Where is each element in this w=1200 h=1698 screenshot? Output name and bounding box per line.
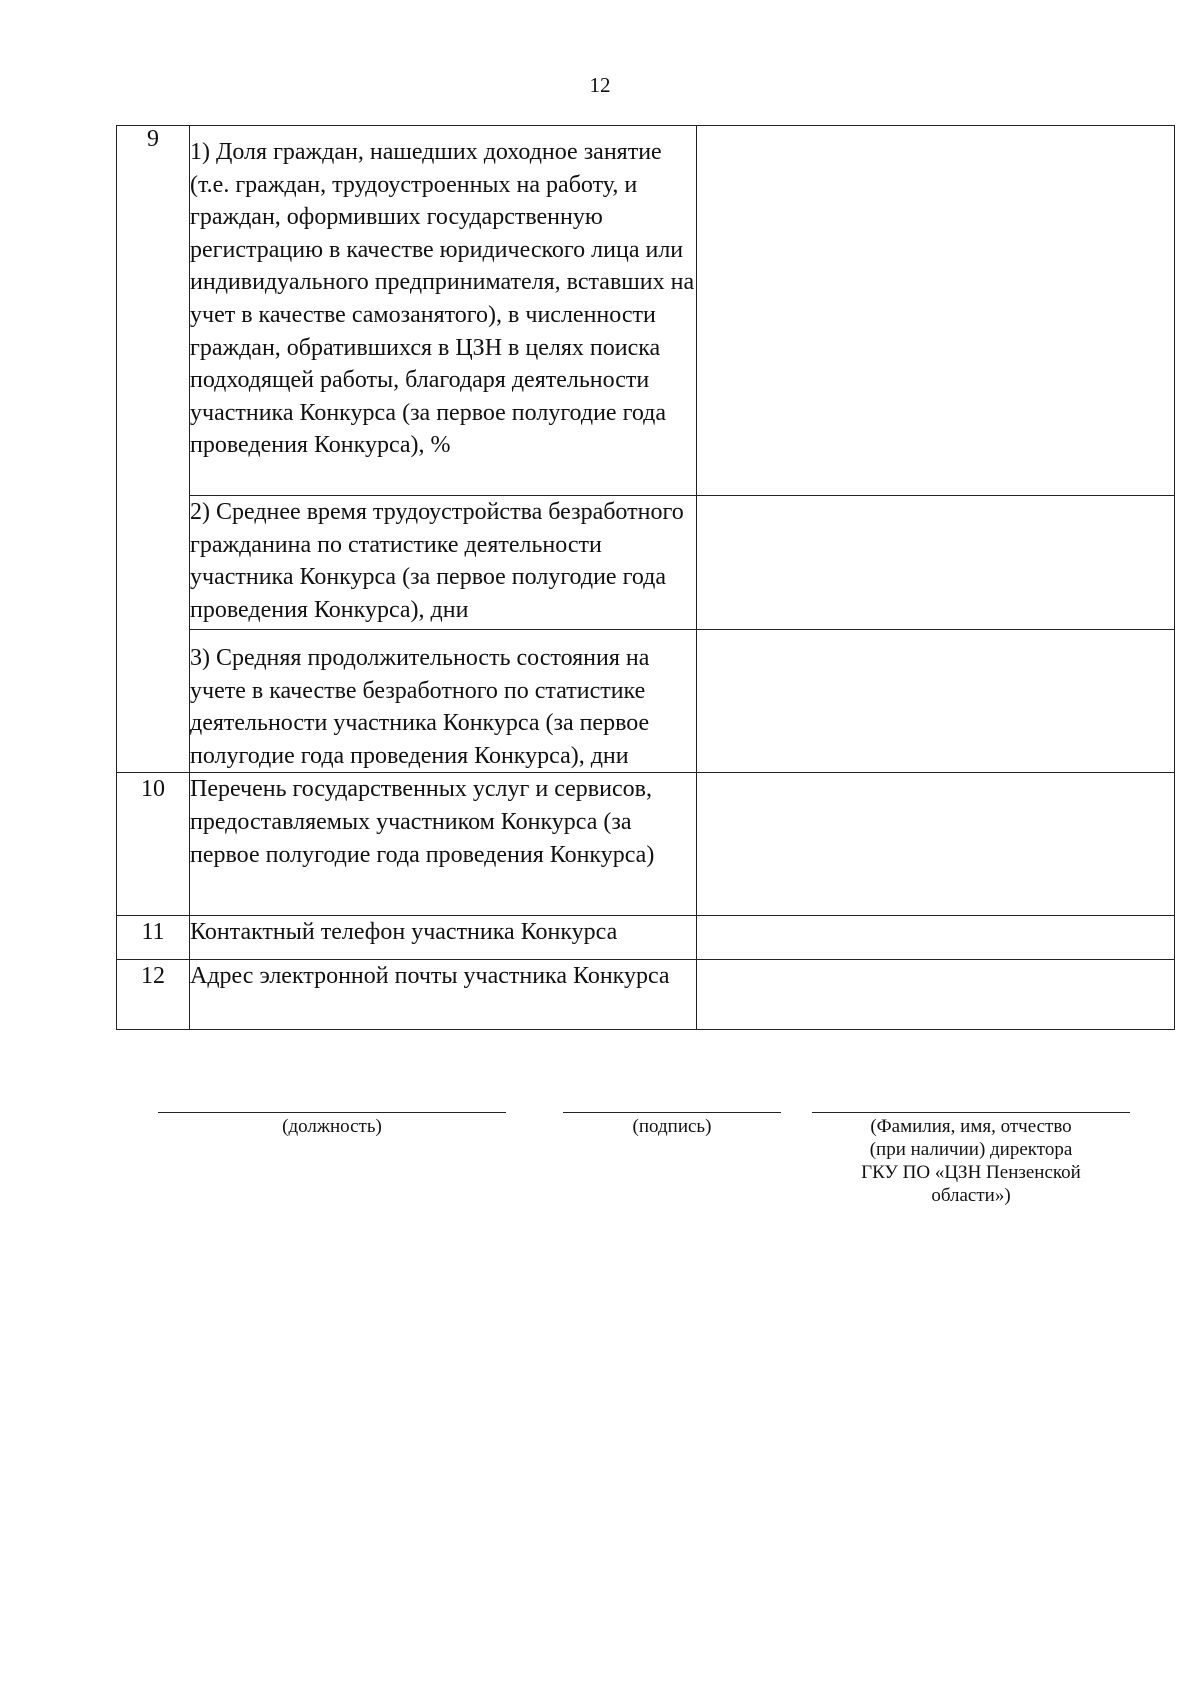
name-line[interactable] [812, 1112, 1130, 1113]
value-cell[interactable] [697, 630, 1175, 773]
value-cell[interactable] [697, 773, 1175, 916]
table-row [117, 773, 1175, 916]
page-number: 12 [589, 73, 611, 97]
row-description: Контактный телефон участника Конкурса [190, 916, 697, 960]
table-row [117, 916, 1175, 960]
row-number: 12 [117, 960, 190, 1030]
value-cell[interactable] [697, 960, 1175, 1030]
row-number: 10 [117, 773, 190, 916]
signature-sign-block [563, 1112, 781, 1138]
position-line[interactable] [158, 1112, 506, 1113]
row-number: 9 [117, 126, 190, 773]
value-cell[interactable] [697, 916, 1175, 960]
signature-line[interactable] [563, 1112, 781, 1113]
name-caption-line: области») [931, 1185, 1011, 1206]
table-row [117, 496, 1175, 630]
table-row [117, 960, 1175, 1030]
row-description: 3) Средняя продолжительность состояния на учете в качестве безработного по статистике деятельности участника Конкурса (за первое полугодие года проведения Конкурса), дни [190, 630, 697, 773]
value-cell[interactable] [697, 126, 1175, 496]
value-cell[interactable] [697, 496, 1175, 630]
row-description: Перечень государственных услуг и сервисов, предоставляемых участником Конкурса (за первое полугодие года проведения Конкурса) [190, 773, 697, 916]
table-row [117, 126, 1175, 496]
signature-name-block [812, 1112, 1130, 1207]
signature-caption: (подпись) [632, 1116, 712, 1137]
row-description: 1) Доля граждан, нашедших доходное занятие (т.е. граждан, трудоустроенных на работу, и граждан, оформивших государственную регистрацию в качестве юридического лица или индивидуального предпринимателя, вставших на учет в качестве самозанятого), в численности граждан, обратившихся в ЦЗН в целях поиска подходящей работы, благодаря деятельности участника Конкурса (за первое полугодие года проведения Конкурса), % [190, 126, 697, 496]
row-number: 11 [117, 916, 190, 960]
position-caption: (должность) [282, 1116, 382, 1137]
name-caption-line: (Фамилия, имя, отчество [870, 1116, 1072, 1137]
table-row [117, 630, 1175, 773]
application-form-table [116, 125, 1175, 1030]
name-caption-line: (при наличии) директора [869, 1139, 1073, 1160]
name-caption-line: ГКУ ПО «ЦЗН Пензенской [861, 1162, 1081, 1183]
row-description: Адрес электронной почты участника Конкурса [190, 960, 697, 1030]
row-description: 2) Среднее время трудоустройства безработного гражданина по статистике деятельности участника Конкурса (за первое полугодие года проведения Конкурса), дни [190, 496, 697, 630]
signature-position-block [158, 1112, 506, 1138]
